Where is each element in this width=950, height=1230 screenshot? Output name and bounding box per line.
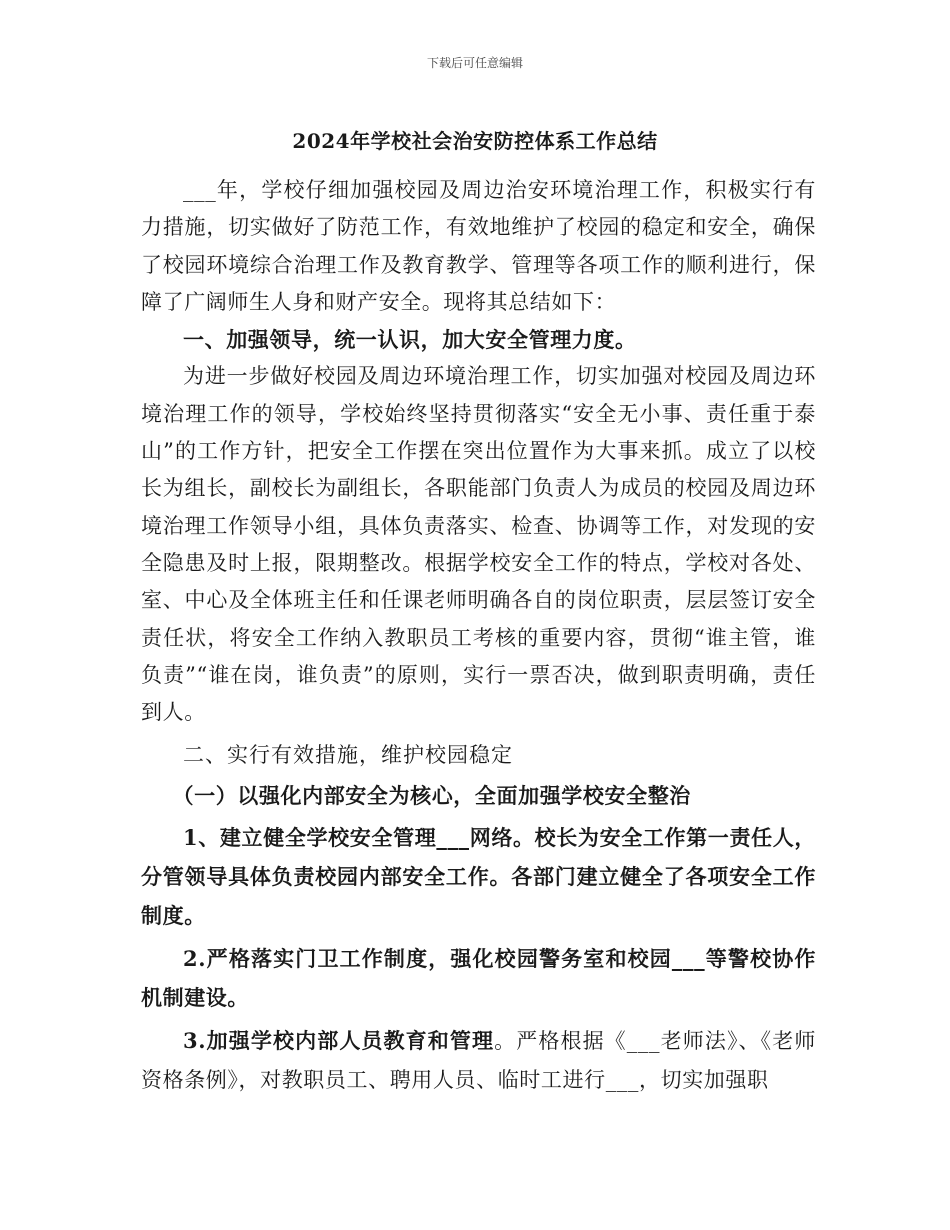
item-3-text: 。严格根据《___老师法》、《老师资格条例》，对教职员工、聘用人员、临时工进行___，切实加强职 bbox=[141, 1029, 816, 1093]
intro-paragraph: ___年，学校仔细加强校园及周边治安环境治理工作，积极实行有力措施，切实做好了防范工作，有效地维护了校园的稳定和安全，确保了校园环境综合治理工作及教育教学、管理等各项工作的顺利进行，保障了广阔师生人身和财产安全。现将其总结如下： bbox=[141, 178, 816, 314]
item-1-paragraph: 1、建立健全学校安全管理___网络。校长为安全工作第一责任人，分管领导具体负责校园内部安全工作。各部门建立健全了各项安全工作制度。 bbox=[141, 825, 816, 929]
section-2-heading: 二、实行有效措施，维护校园稳定 bbox=[183, 743, 513, 768]
document-body bbox=[141, 172, 816, 1100]
section-2-subheading: （一）以强化内部安全为核心，全面加强学校安全整治 bbox=[172, 782, 691, 808]
item-3-paragraph bbox=[141, 1021, 816, 1100]
section-1-paragraph: 为进一步做好校园及周边环境治理工作，切实加强对校园及周边环境治理工作的领导，学校始终坚持贯彻落实“安全无小事、责任重于泰山”的工作方针，把安全工作摆在突出位置作为大事来抓。成立了以校长为组长，副校长为副组长，各职能部门负责人为成员的校园及周边环境治理工作领导小组，具体负责落实、检查、协调等工作，对发现的安全隐患及时上报，限期整改。根据学校安全工作的特点，学校对各处、室、中心及全体班主任和任课老师明确各自的岗位职责，层层签订安全责任状，将安全工作纳入教职员工考核的重要内容，贯彻“谁主管，谁负责”“谁在岗，谁负责”的原则，实行一票否决，做到职责明确，责任到人。 bbox=[141, 364, 816, 725]
item-2-paragraph: 2.严格落实门卫工作制度，强化校园警务室和校园___等警校协作机制建设。 bbox=[141, 946, 816, 1011]
section-1-heading: 一、加强领导，统一认识，加大安全管理力度。 bbox=[183, 327, 637, 353]
document-title: 2024年学校社会治安防控体系工作总结 bbox=[292, 129, 658, 153]
page-header-note: 下载后可任意编辑 bbox=[426, 56, 523, 70]
item-3-lead: 3.加强学校内部人员教育和管理 bbox=[183, 1028, 495, 1054]
